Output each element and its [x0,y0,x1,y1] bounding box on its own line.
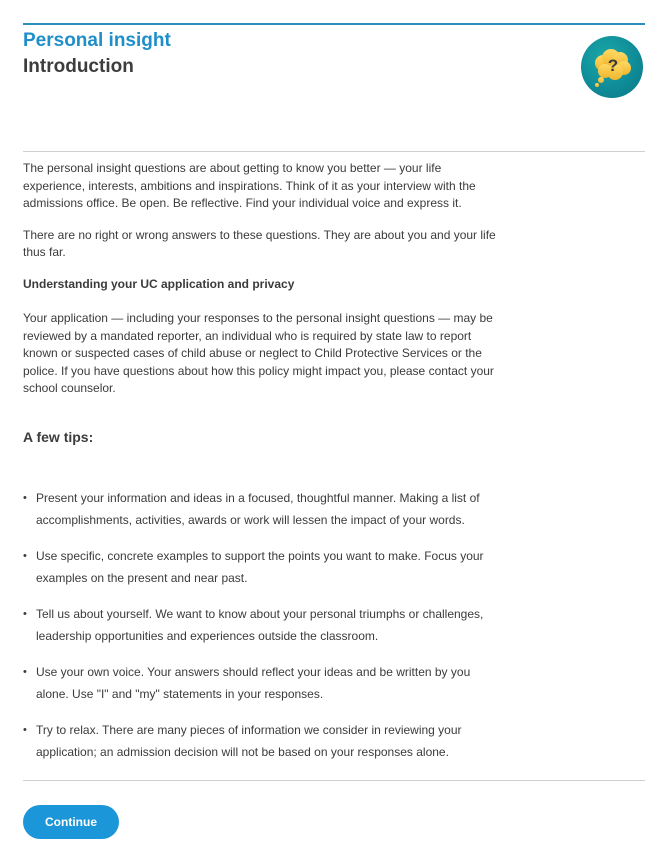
privacy-paragraph: Your application — including your responses to the personal insight questions — may be reviewed by a mandated reporter, an individual who is required by state law to report known or suspected cases of child abuse or neglect to Child Protective Services or the police. If you have questions about how this policy might impact you, please contact your school counselor. [23,311,494,395]
intro-paragraph: The personal insight questions are about getting to know you better — your life experience, interests, ambitions and inspirations. Think of it as your interview with the admissions office. Be open. Be reflective. Find your individual voice and express it. [23,161,476,210]
top-divider [23,23,645,25]
tip-item: • Present your information and ideas in a focused, thoughtful manner. Making a list of accomplishments, activities, awards or work will lessen the impact of your words. [23,488,503,531]
tip-item: • Use specific, concrete examples to support the points you want to make. Focus your examples on the present and near past. [23,546,503,589]
section-title: Personal insight [23,30,171,51]
tip-item: • Tell us about yourself. We want to know about your personal triumphs or challenges, leadership opportunities and experiences outside the classroom. [23,604,503,647]
tips-list [23,488,503,778]
intro-paragraph: There are no right or wrong answers to these questions. They are about you and your life thus far. [23,227,496,259]
intro-content [23,160,503,412]
header-divider [23,151,645,152]
footer-divider [23,780,645,781]
svg-text:?: ? [607,56,619,75]
thought-bubble-question-icon [581,36,643,98]
tip-item: • Use your own voice. Your answers should reflect your ideas and be written by you alone. Use "I" and "my" statements in your responses. [23,662,503,705]
tip-item: • Try to relax. There are many pieces of information we consider in reviewing your application; an admission decision will not be based on your responses alone. [23,720,503,763]
page-title: Introduction [23,56,134,77]
privacy-heading: Understanding your UC application and privacy [23,276,295,291]
tips-heading: A few tips: [23,429,94,445]
continue-button[interactable]: Continue [23,805,119,839]
